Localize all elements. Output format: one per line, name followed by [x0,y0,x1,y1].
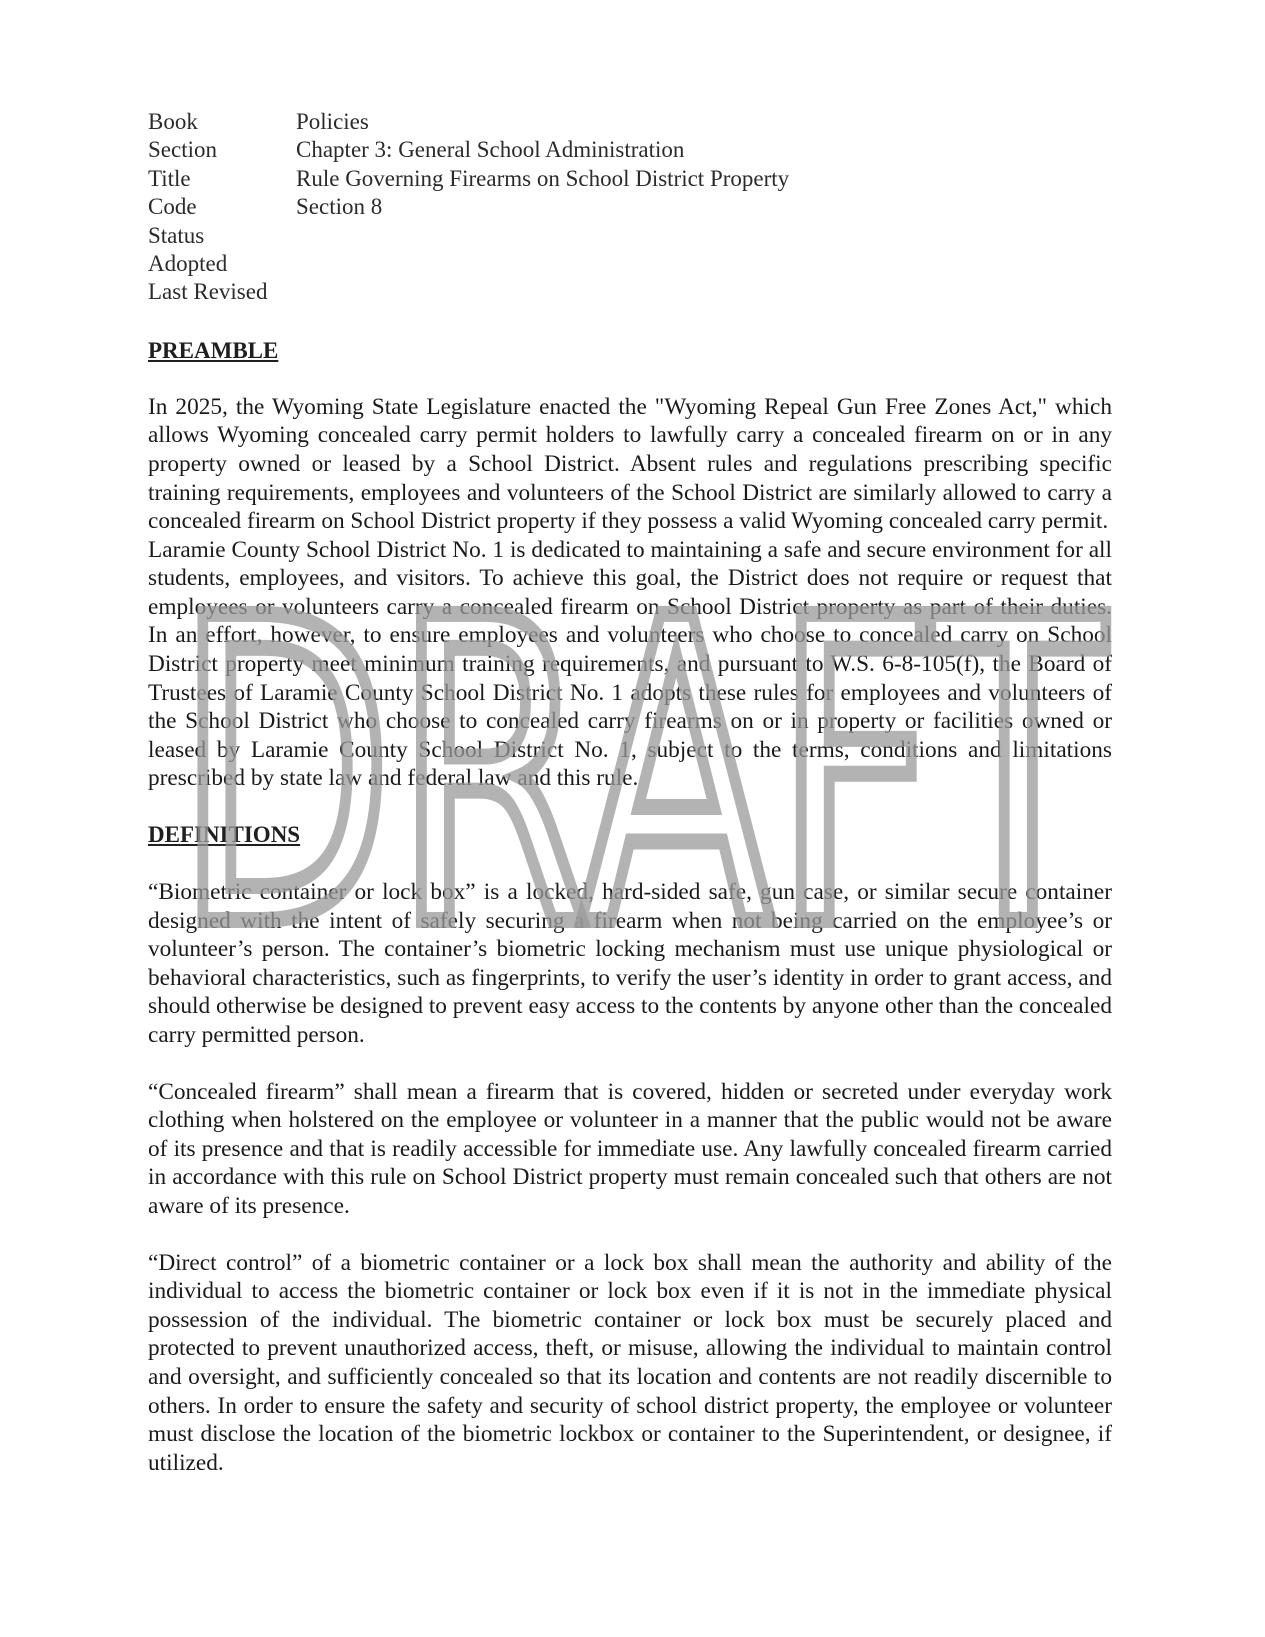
document-page [148,108,1112,1477]
policy-metadata [148,108,1112,307]
preamble-paragraph: Laramie County School District No. 1 is dedicated to maintaining a safe and secure environment for all students, employees, and visitors. To achieve this goal, the District does not require or request that employees or volunteers carry a concealed firearm on School District property as part of their duties. In an effort, however, to ensure employees and volunteers who choose to concealed carry on School District property meet minimum training requirements, and pursuant to W.S. 6-8-105(f), the Board of Trustees of Laramie County School District No. 1 adopts these rules for employees and volunteers of the School District who choose to concealed carry firearms on or in property or facilities owned or leased by Laramie County School District No. 1, subject to the terms, conditions and limitations prescribed by state law and federal law and this rule. [148,536,1112,792]
preamble-paragraph: In 2025, the Wyoming State Legislature enacted the "Wyoming Repeal Gun Free Zones Act," which allows Wyoming concealed carry permit holders to lawfully carry a concealed firearm on or in any property owned or leased by a School District. Absent rules and regulations prescribing specific training requirements, employees and volunteers of the School District are similarly allowed to carry a concealed firearm on School District property if they possess a valid Wyoming concealed carry permit. [148,393,1112,535]
metadata-label: Section [148,137,217,163]
draft-watermark-text: DRAFT [175,540,1110,940]
metadata-row-status [148,222,1112,250]
metadata-row-code [148,193,1112,221]
definitions-heading: DEFINITIONS [148,822,301,848]
metadata-value: Policies [296,109,369,134]
metadata-row-book [148,108,1112,136]
definition-direct-control: “Direct control” of a biometric container or a lock box shall mean the authority and ability of the individual to access the biometric container or lock box even if it is not in the immediate physical possession of the individual. The biometric container or lock box must be securely placed and protected to prevent unauthorized access, theft, or misuse, allowing the individual to maintain control and oversight, and sufficiently concealed so that its location and contents are not readily discernible to others. In order to ensure the safety and security of school district property, the employee or volunteer must disclose the location of the biometric lockbox or container to the Superintendent, or designee, if utilized. [148,1249,1112,1476]
metadata-row-adopted [148,250,1112,278]
metadata-value: Chapter 3: General School Administration [296,137,685,163]
metadata-value: Section 8 [296,194,383,220]
metadata-row-section [148,136,1112,164]
metadata-label: Status [148,222,205,248]
metadata-row-last-revised [148,278,1112,306]
metadata-label: Adopted [148,250,228,276]
metadata-label: Last Revised [148,279,268,305]
metadata-label: Title [148,165,191,191]
metadata-label: Code [148,194,197,220]
definition-concealed-firearm: “Concealed firearm” shall mean a firearm that is covered, hidden or secreted under everyday work clothing when holstered on the employee or volunteer in a manner that the public would not be aware of its presence and that is readily accessible for immediate use. Any lawfully concealed firearm carried in accordance with this rule on School District property must remain concealed such that others are not aware of its presence. [148,1078,1112,1219]
preamble-heading: PREAMBLE [148,337,279,363]
metadata-value: Rule Governing Firearms on School District Property [296,165,790,191]
metadata-row-title [148,165,1112,193]
definition-biometric-container: “Biometric container or lock box” is a locked, hard-sided safe, gun case, or similar secure container designed with the intent of safely securing a firearm when not being carried on the employee’s or volunteer’s person. The container’s biometric locking mechanism must use unique physiological or behavioral characteristics, such as fingerprints, to verify the user’s identity in order to grant access, and should otherwise be designed to prevent easy access to the contents by anyone other than the concealed carry permitted person. [148,879,1112,1049]
metadata-label: Book [148,109,198,134]
